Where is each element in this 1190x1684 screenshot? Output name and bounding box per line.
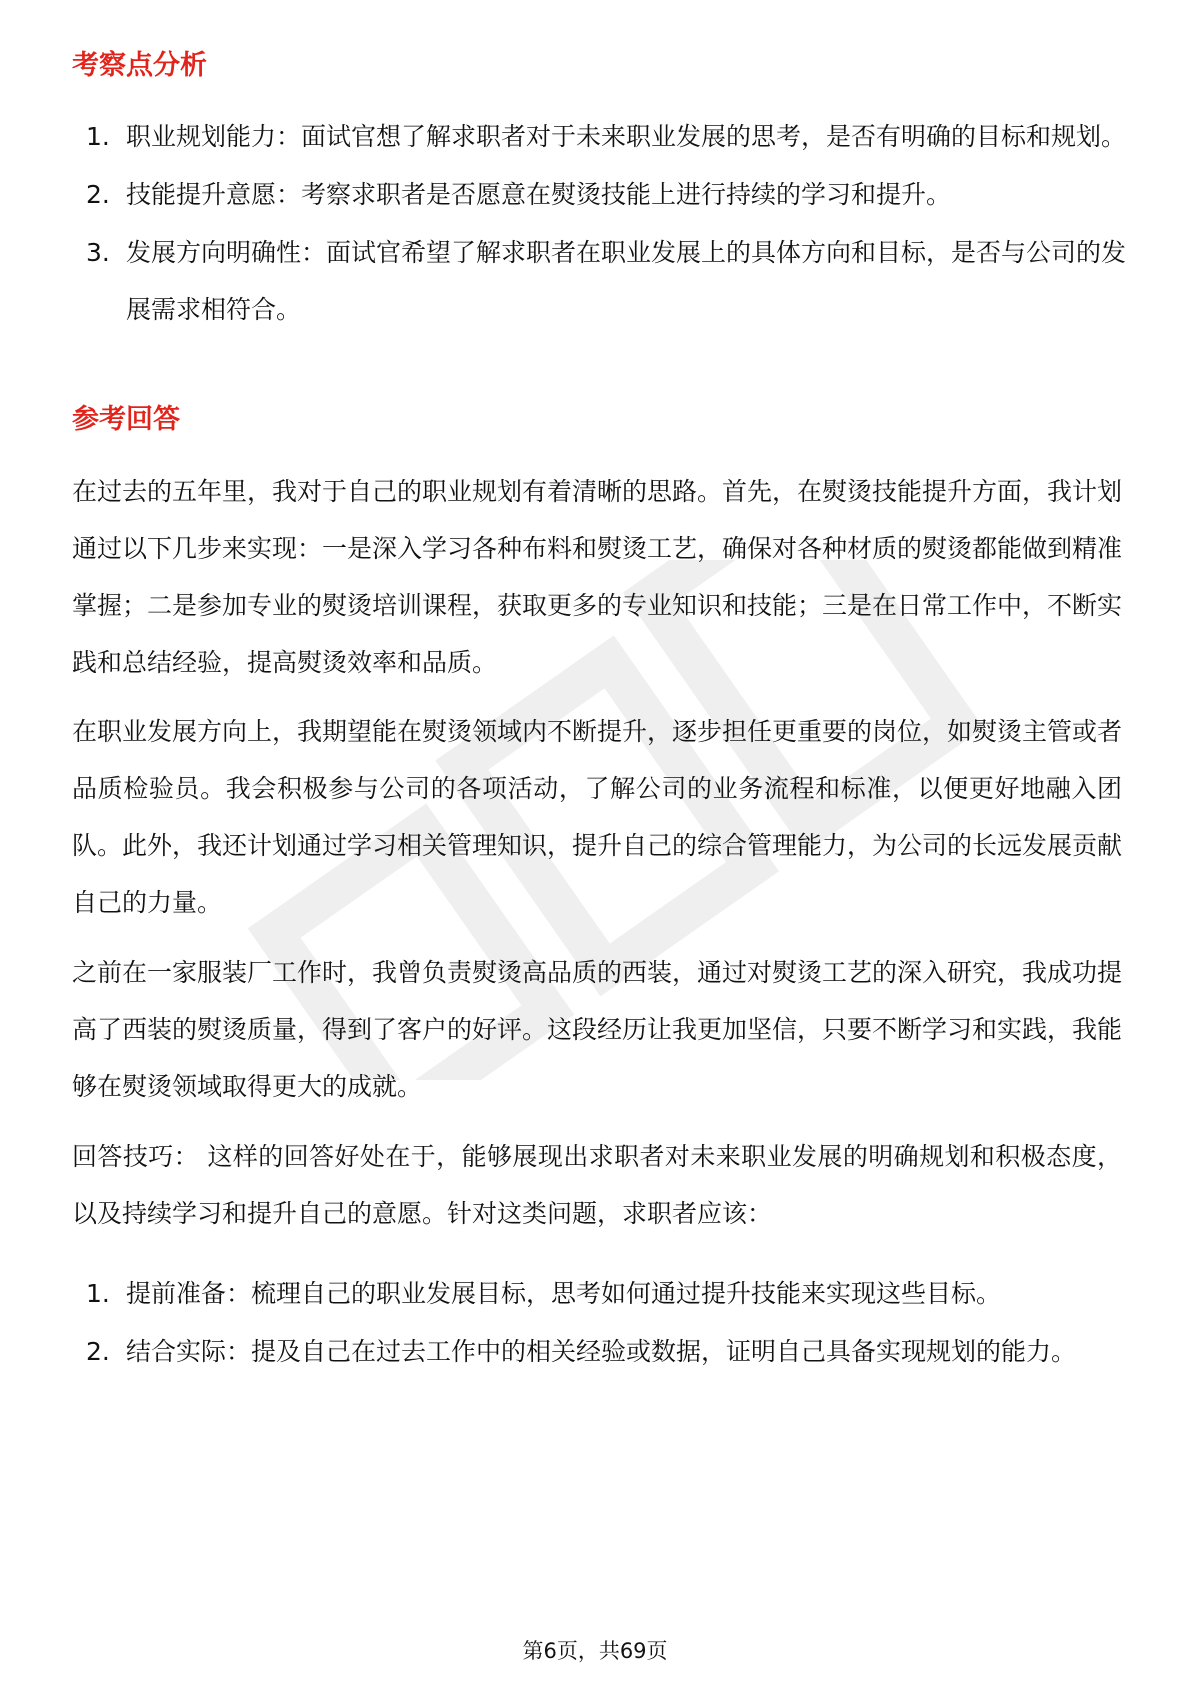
- list-item-text: 技能提升意愿：考察求职者是否愿意在熨烫技能上进行持续的学习和提升。: [126, 180, 952, 209]
- tips-list: [72, 1265, 1132, 1381]
- answer-section-title: 参考回答: [72, 404, 180, 435]
- list-item: [72, 108, 1132, 165]
- list-item-text: 发展方向明确性：面试官希望了解求职者在职业发展上的具体方向和目标，是否与公司的发展需求相符合。: [126, 238, 1127, 324]
- answer-paragraph-1: 在过去的五年里，我对于自己的职业规划有着清晰的思路。首先，在熨烫技能提升方面，我计划通过以下几步来实现：一是深入学习各种布料和熨烫工艺，确保对各种材质的熨烫都能做到精准掌握；二是参加专业的熨烫培训课程，获取更多的专业知识和技能；三是在日常工作中，不断实践和总结经验，提高熨烫效率和品质。: [72, 477, 1123, 677]
- list-item-number: 2.: [86, 180, 110, 209]
- list-item-number: 1.: [86, 122, 110, 151]
- list-item: [72, 224, 1132, 338]
- answer-paragraph-3: 之前在一家服装厂工作时，我曾负责熨烫高品质的西装，通过对熨烫工艺的深入研究，我成功提高了西装的熨烫质量，得到了客户的好评。这段经历让我更加坚信，只要不断学习和实践，我能够在熨烫领域取得更大的成就。: [72, 958, 1123, 1101]
- analysis-list: [72, 108, 1132, 339]
- answer-tips-paragraph: 回答技巧： 这样的回答好处在于，能够展现出求职者对未来职业发展的明确规划和积极态度，以及持续学习和提升自己的意愿。针对这类问题，求职者应该：: [72, 1142, 1122, 1228]
- list-item: [72, 1323, 1132, 1380]
- answer-paragraph-2: 在职业发展方向上，我期望能在熨烫领域内不断提升，逐步担任更重要的岗位，如熨烫主管或者品质检验员。我会积极参与公司的各项活动，了解公司的业务流程和标准，以便更好地融入团队。此外，我还计划通过学习相关管理知识，提升自己的综合管理能力，为公司的长远发展贡献自己的力量。: [72, 717, 1123, 917]
- list-item-number: 2.: [86, 1337, 110, 1366]
- page-number-footer: 第6页，共69页: [522, 1639, 668, 1663]
- list-item-text: 职业规划能力：面试官想了解求职者对于未来职业发展的思考，是否有明确的目标和规划。: [126, 122, 1127, 151]
- list-item-number: 1.: [86, 1279, 110, 1308]
- list-item: [72, 166, 1132, 223]
- analysis-section-title: 考察点分析: [72, 50, 207, 81]
- list-item-text: 结合实际：提及自己在过去工作中的相关经验或数据，证明自己具备实现规划的能力。: [126, 1337, 1077, 1366]
- list-item-number: 3.: [86, 238, 110, 267]
- list-item: [72, 1265, 1132, 1322]
- list-item-text: 提前准备：梳理自己的职业发展目标，思考如何通过提升技能来实现这些目标。: [126, 1279, 1002, 1308]
